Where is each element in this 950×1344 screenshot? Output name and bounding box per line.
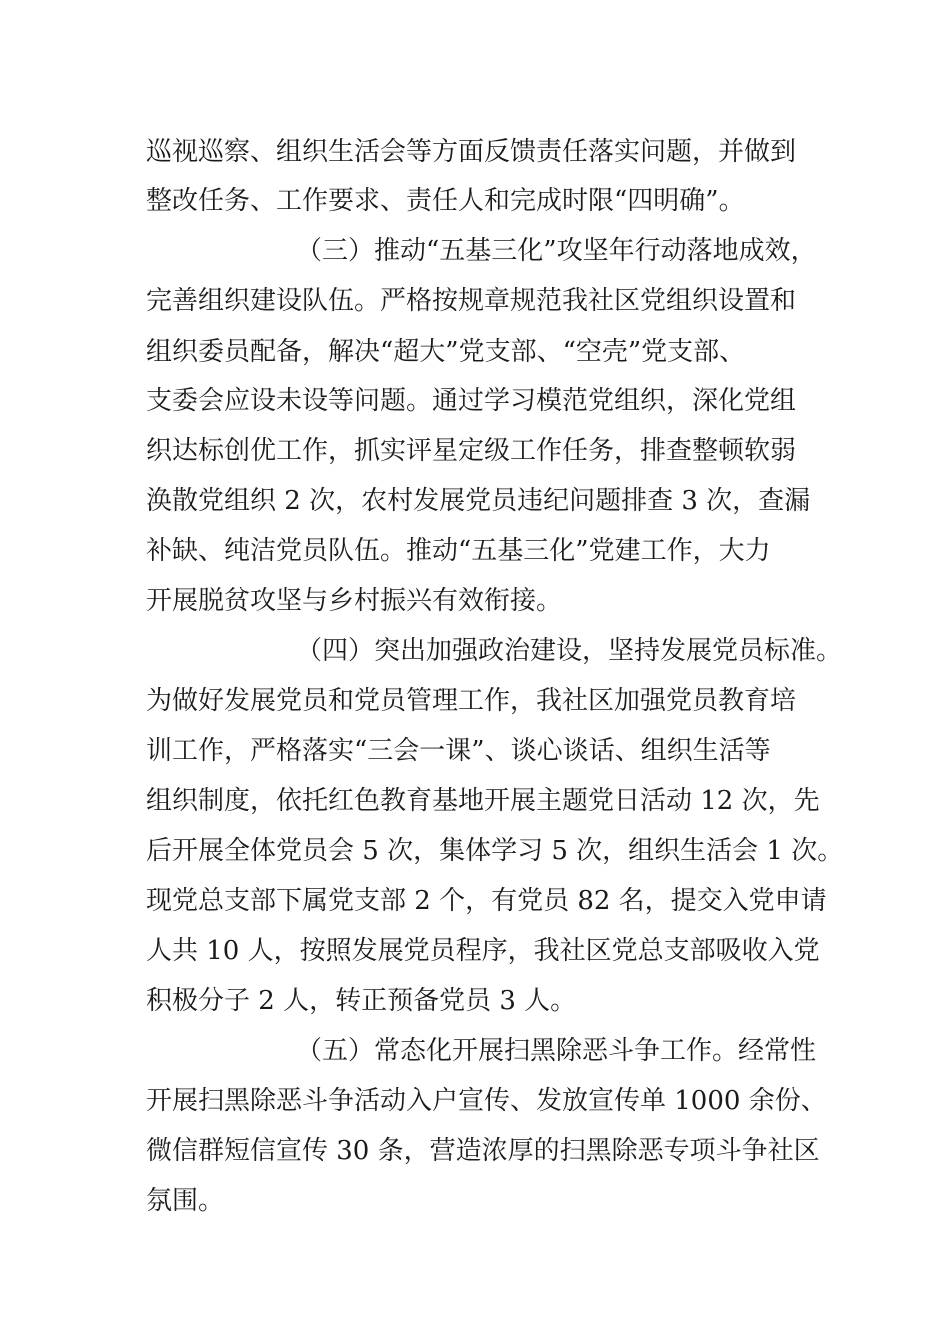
text-line: 为做好发展党员和党员管理工作，我社区加强党员教育培 <box>146 686 797 716</box>
text-line: 微信群短信宣传 30 条，营造浓厚的扫黑除恶专项斗争社区 <box>146 1136 820 1166</box>
text-line: 完善组织建设队伍。严格按规章规范我社区党组织设置和 <box>146 286 797 316</box>
section-heading-4: （四）突出加强政治建设，坚持发展党员标准。 <box>296 636 843 666</box>
text-line: 氛围。 <box>146 1186 225 1216</box>
text-line: 现党总支部下属党支部 2 个，有党员 82 名，提交入党申请 <box>146 886 827 916</box>
text-line: 巡视巡察、组织生活会等方面反馈责任落实问题，并做到 <box>146 137 797 167</box>
text-line: 开展扫黑除恶斗争活动入户宣传、发放宣传单 1000 余份、 <box>146 1086 827 1116</box>
text-line: 整改任务、工作要求、责任人和完成时限“四明确”。 <box>146 186 745 216</box>
text-line: 开展脱贫攻坚与乡村振兴有效衔接。 <box>146 586 563 616</box>
section-heading-5: （五）常态化开展扫黑除恶斗争工作。经常性 <box>296 1036 817 1066</box>
text-line: 后开展全体党员会 5 次，集体学习 5 次，组织生活会 1 次。 <box>146 836 844 866</box>
section-heading-3: （三）推动“五基三化”攻坚年行动落地成效， <box>296 236 817 266</box>
text-line: 支委会应设未设等问题。通过学习模范党组织，深化党组 <box>146 386 797 416</box>
text-line: 组织委员配备，解决“超大”党支部、“空壳”党支部、 <box>146 337 746 367</box>
text-line: 训工作，严格落实“三会一课”、谈心谈话、组织生活等 <box>146 736 771 766</box>
text-line: 积极分子 2 人，转正预备党员 3 人。 <box>146 986 577 1016</box>
text-line: 补缺、纯洁党员队伍。推动“五基三化”党建工作，大力 <box>146 536 771 566</box>
text-line: 涣散党组织 2 次，农村发展党员违纪问题排查 3 次，查漏 <box>146 486 811 516</box>
text-line: 人共 10 人，按照发展党员程序，我社区党总支部吸收入党 <box>146 936 820 966</box>
text-line: 织达标创优工作，抓实评星定级工作任务，排查整顿软弱 <box>146 436 797 466</box>
text-line: 组织制度，依托红色教育基地开展主题党日活动 12 次，先 <box>146 786 820 816</box>
